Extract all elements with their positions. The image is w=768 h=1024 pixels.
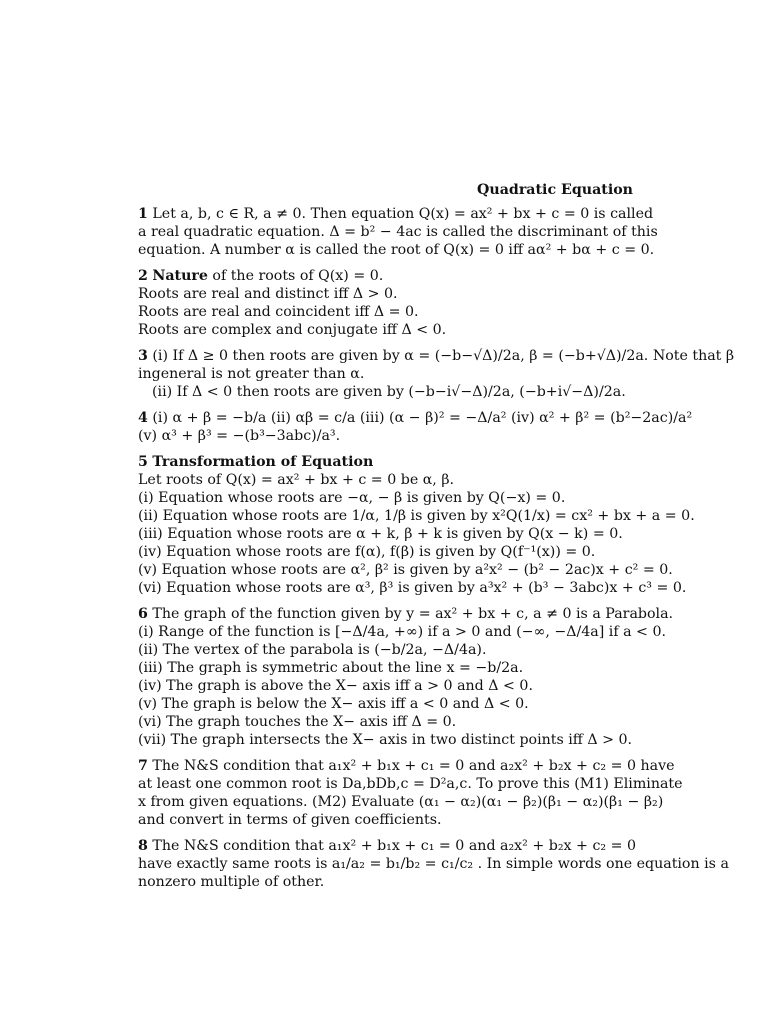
section-4-number: 4 (138, 410, 148, 426)
section-1-line-1 (138, 205, 654, 223)
section-2-heading-rest: of the roots of Q(x) = 0. (207, 268, 384, 284)
section-7-line-2: at least one common root is Da,bDb,c = D²a,c. To prove this (M1) Eliminate (138, 776, 683, 792)
section-8-text-1: The N&S condition that a₁x² + b₁x + c₁ = 0 and a₂x² + b₂x + c₂ = 0 (152, 838, 637, 854)
section-3-text-1: (i) If Δ ≥ 0 then roots are given by α = (−b−√Δ)/2a, β = (−b+√Δ)/2a. Note that β (152, 348, 735, 364)
section-7-line-1 (138, 757, 675, 775)
section-3 (138, 347, 735, 401)
section-8 (138, 837, 729, 891)
section-8-line-2: have exactly same roots is a₁/a₂ = b₁/b₂ = c₁/c₂ . In simple words one equation is a (138, 856, 729, 872)
section-3-number: 3 (138, 348, 148, 364)
section-1-text-1: Let a, b, c ∈ R, a ≠ 0. Then equation Q(x) = ax² + bx + c = 0 is called (152, 206, 654, 222)
section-7-line-4: and convert in terms of given coefficients. (138, 812, 442, 828)
section-4-text-1: (i) α + β = −b/a (ii) αβ = c/a (iii) (α − β)² = −Δ/a² (iv) α² + β² = (b²−2ac)/a² (152, 410, 693, 426)
section-7-line-3: x from given equations. (M2) Evaluate (α₁ − α₂)(α₁ − β₂)(β₁ − α₂)(β₁ − β₂) (138, 794, 664, 810)
section-6-line-7: (vi) The graph touches the X− axis iff Δ = 0. (138, 714, 457, 730)
section-6-line-5: (iv) The graph is above the X− axis iff a > 0 and Δ < 0. (138, 678, 533, 694)
section-4-line-2: (v) α³ + β³ = −(b³−3abc)/a³. (138, 428, 341, 444)
section-6-line-8: (vii) The graph intersects the X− axis in two distinct points iff Δ > 0. (138, 732, 633, 748)
section-6 (138, 605, 674, 749)
section-1-line-3: equation. A number α is called the root of Q(x) = 0 iff aα² + bα + c = 0. (138, 242, 655, 258)
section-3-line-2: ingeneral is not greater than α. (138, 366, 365, 382)
section-1-number: 1 (138, 206, 148, 222)
section-5 (138, 453, 695, 597)
section-5-line-3: (ii) Equation whose roots are 1/α, 1/β is given by x²Q(1/x) = cx² + bx + a = 0. (138, 508, 695, 524)
section-7-text-1: The N&S condition that a₁x² + b₁x + c₁ = 0 and a₂x² + b₂x + c₂ = 0 have (152, 758, 675, 774)
section-2-line-1: Roots are real and distinct iff Δ > 0. (138, 286, 398, 302)
section-7-number: 7 (138, 758, 148, 774)
section-5-line-2: (i) Equation whose roots are −α, − β is given by Q(−x) = 0. (138, 490, 566, 506)
section-6-line-3: (ii) The vertex of the parabola is (−b/2a, −Δ/4a). (138, 642, 487, 658)
section-6-line-4: (iii) The graph is symmetric about the line x = −b/2a. (138, 660, 524, 676)
section-6-line-6: (v) The graph is below the X− axis iff a < 0 and Δ < 0. (138, 696, 529, 712)
section-4-line-1 (138, 409, 693, 427)
section-5-line-1: Let roots of Q(x) = ax² + bx + c = 0 be α, β. (138, 472, 455, 488)
section-5-line-6: (v) Equation whose roots are α², β² is given by a²x² − (b² − 2ac)x + c² = 0. (138, 562, 673, 578)
section-2-line-2: Roots are real and coincident iff Δ = 0. (138, 304, 419, 320)
section-4 (138, 409, 693, 445)
section-3-line-1 (138, 347, 735, 365)
section-5-line-7: (vi) Equation whose roots are α³, β³ is given by a³x² + (b³ − 3abc)x + c³ = 0. (138, 580, 687, 596)
section-5-line-5: (iv) Equation whose roots are f(α), f(β) is given by Q(f⁻¹(x)) = 0. (138, 544, 596, 560)
section-8-line-3: nonzero multiple of other. (138, 874, 325, 890)
page-title: Quadratic Equation (477, 182, 633, 198)
section-2-line-3: Roots are complex and conjugate iff Δ < 0. (138, 322, 447, 338)
section-2-heading: Nature (152, 268, 208, 284)
section-8-line-1 (138, 837, 637, 855)
section-2 (138, 267, 633, 339)
section-5-number: 5 (138, 454, 148, 470)
section-8-number: 8 (138, 838, 148, 854)
section-5-line-4: (iii) Equation whose roots are α + k, β + k is given by Q(x − k) = 0. (138, 526, 623, 542)
document-page (138, 181, 735, 899)
section-1-line-2: a real quadratic equation. Δ = b² − 4ac is called the discriminant of this (138, 224, 658, 240)
section-7 (138, 757, 683, 829)
section-6-number: 6 (138, 606, 148, 622)
section-5-heading-line (138, 453, 633, 471)
section-6-line-1 (138, 605, 674, 623)
section-2-number: 2 (138, 268, 148, 284)
section-3-line-3: (ii) If Δ < 0 then roots are given by (−b−i√−Δ)/2a, (−b+i√−Δ)/2a. (152, 384, 626, 400)
section-6-text-1: The graph of the function given by y = ax² + bx + c, a ≠ 0 is a Parabola. (152, 606, 674, 622)
section-6-line-2: (i) Range of the function is [−Δ/4a, +∞) if a > 0 and (−∞, −Δ/4a] if a < 0. (138, 624, 666, 640)
section-1 (138, 205, 658, 259)
section-2-heading-line (138, 267, 633, 285)
section-5-heading: Transformation of Equation (152, 454, 374, 470)
